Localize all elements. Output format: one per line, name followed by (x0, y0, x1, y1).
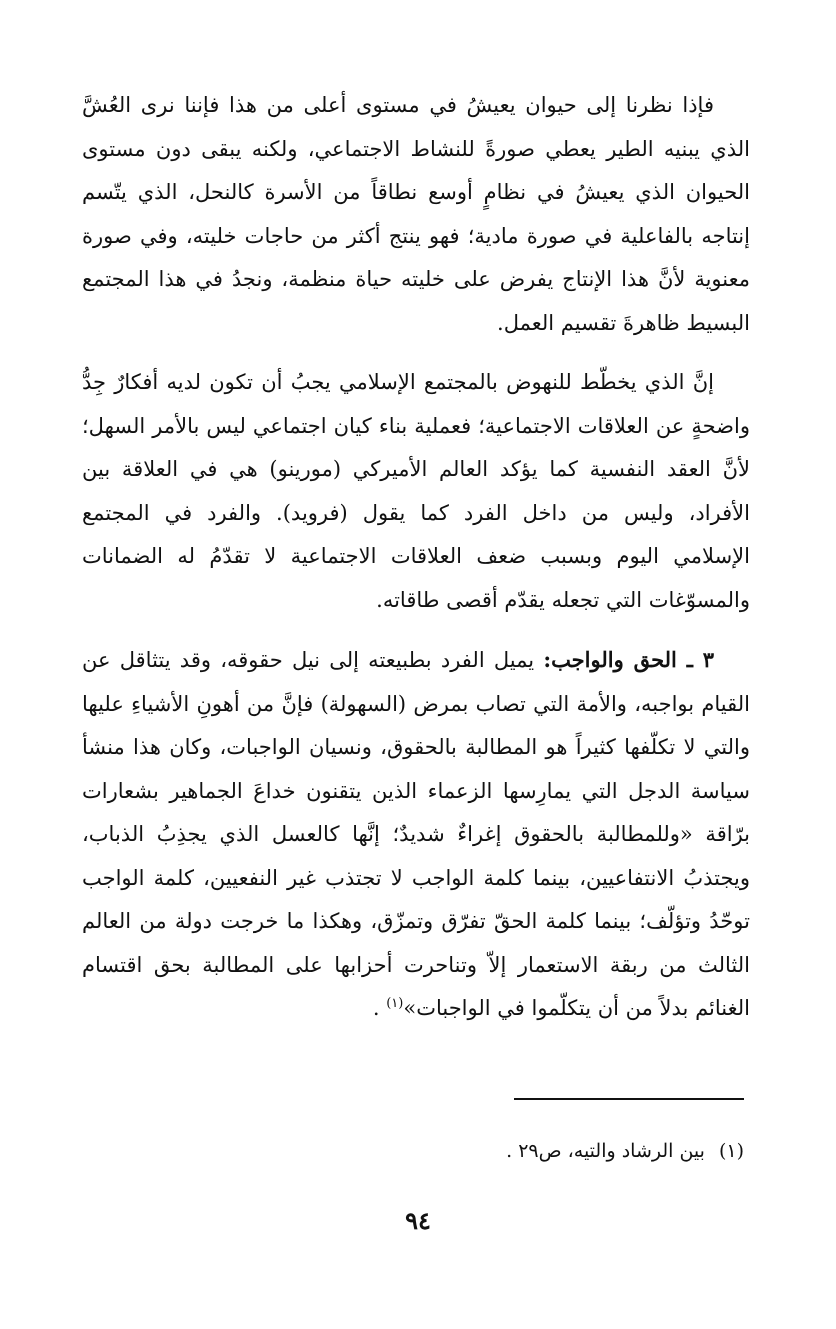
footnote-number: (١) (718, 1140, 744, 1162)
footnote (506, 1136, 744, 1166)
footnote-separator (514, 1098, 744, 1100)
main-text-block (82, 84, 750, 1047)
section-body-text: يميل الفرد بطبيعته إلى نيل حقوقه، وقد يتثاقل عن القيام بواجبه، والأمة التي تصاب بمرض (السهولة) فإنَّ من أهونِ الأشياءِ عليها والتي لا تكلّفها كثيراً هو المطالبة بالحقوق، ونسيان الواجبات، وكان هذا منشأ سياسة الدجل التي يمارِسها الزعماء الذين يتقنون خداعَ الجماهير بشعارات برّاقة «وللمطالبة بالحقوق إغراءٌ شديدٌ؛ إنَّها كالعسل الذي يجذِبُ الذباب، ويجتذبُ الانتفاعيين، بينما كلمة الواجب لا تجتذب غير النفعيين، كلمة الواجب توحّدُ وتؤلّف؛ بينما كلمة الحقّ تفرّق وتمزّق، وهكذا ما خرجت دولة من العالم الثالث من ربقة الاستعمار إلاّ وتناحرت أحزابها على المطالبة بحق اقتسام الغنائم بدلاً من أن يتكلّموا في الواجبات» (82, 648, 750, 1020)
footnote-reference: (١) (386, 996, 404, 1011)
page-number: ٩٤ (405, 1206, 431, 1235)
paragraph-1: فإذا نظرنا إلى حيوان يعيشُ في مستوى أعلى من هذا فإننا نرى العُشَّ الذي يبنيه الطير يعطي صورةً للنشاط الاجتماعي، ولكنه يبقى دون مستوى الحيوان الذي يعيشُ في نظامٍ أوسع نطاقاً من الأسرة كالنحل، الذي يتّسم إنتاجه بالفاعلية في صورة مادية؛ فهو ينتج أكثر من حاجات خليته، وفي صورة معنوية لأنَّ هذا الإنتاج يفرض على خليته حياة منظمة، ونجدُ في هذا المجتمع البسيط ظاهرةَ تقسيم العمل. (82, 93, 750, 335)
section-end: . (372, 996, 387, 1020)
paragraph-2: إنَّ الذي يخطّط للنهوض بالمجتمع الإسلامي يجبُ أن تكون لديه أفكارٌ جِدُّ واضحةٍ عن العلاقات الاجتماعية؛ فعملية بناء كيان اجتماعي ليس بالأمر السهل؛ لأنَّ العقد النفسية كما يؤكد العالم الأميركي (مورينو) هي في العلاقة بين الأفراد، وليس من داخل الفرد كما يقول (فرويد). والفرد في المجتمع الإسلامي اليوم وبسبب ضعف العلاقات الاجتماعية لا تقدّمُ له الضمانات والمسوّغات التي تجعله يقدّم أقصى طاقاته. (82, 370, 750, 612)
footnote-text: بين الرشاد والتيه، ص٢٩ . (506, 1140, 705, 1162)
paragraph-3 (82, 638, 750, 1031)
section-heading: ٣ ـ الحق والواجب: (543, 647, 714, 672)
